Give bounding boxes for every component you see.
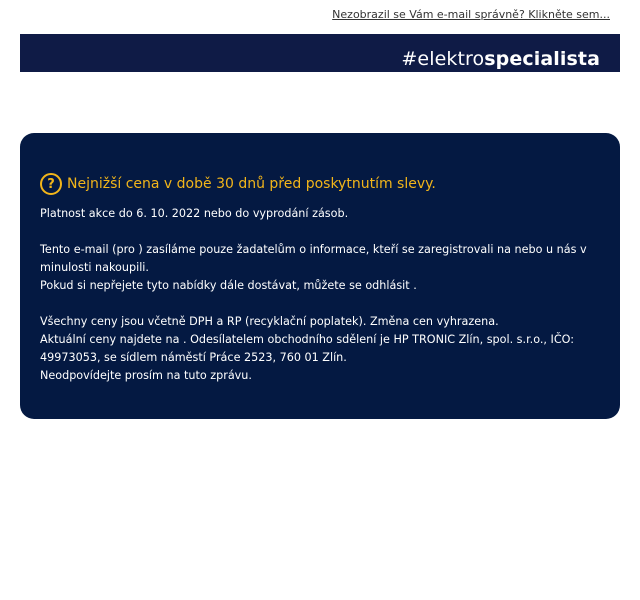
header-banner bbox=[20, 34, 620, 72]
sender-line-1: Aktuální ceny najdete na . Odesílatelem obchodního sdělení je HP TRONIC Zlín, spol. s.r.o., IČO: bbox=[40, 333, 575, 346]
notice-card bbox=[20, 133, 620, 419]
view-in-browser-bar bbox=[332, 8, 610, 21]
info-line-2: minulosti nakoupili. bbox=[40, 261, 149, 274]
hashtag-logo bbox=[401, 48, 600, 70]
hashtag-prefix: #elektro bbox=[401, 48, 485, 70]
unsubscribe-line: Pokud si nepřejete tyto nabídky dále dostávat, můžete se odhlásit . bbox=[40, 279, 417, 292]
price-notice-headline bbox=[40, 173, 600, 195]
no-reply-line: Neodpovídejte prosím na tuto zprávu. bbox=[40, 369, 252, 382]
sender-line-2: 49973053, se sídlem náměstí Práce 2523, 760 01 Zlín. bbox=[40, 351, 347, 364]
info-line-1: Tento e-mail (pro ) zasíláme pouze žadatelům o informace, kteří se zaregistrovali na nebo u nás v bbox=[40, 243, 587, 256]
prices-line: Všechny ceny jsou včetně DPH a RP (recyklační poplatek). Změna cen vyhrazena. bbox=[40, 315, 499, 328]
question-circle-icon: ? bbox=[40, 173, 62, 195]
view-in-browser-link[interactable]: Nezobrazil se Vám e-mail správně? Klikněte sem... bbox=[332, 8, 610, 21]
validity-text: Platnost akce do 6. 10. 2022 nebo do vyprodání zásob. bbox=[40, 207, 349, 220]
headline-text: Nejnižší cena v době 30 dnů před poskytnutím slevy. bbox=[67, 176, 436, 192]
hashtag-bold: specialista bbox=[484, 48, 600, 70]
